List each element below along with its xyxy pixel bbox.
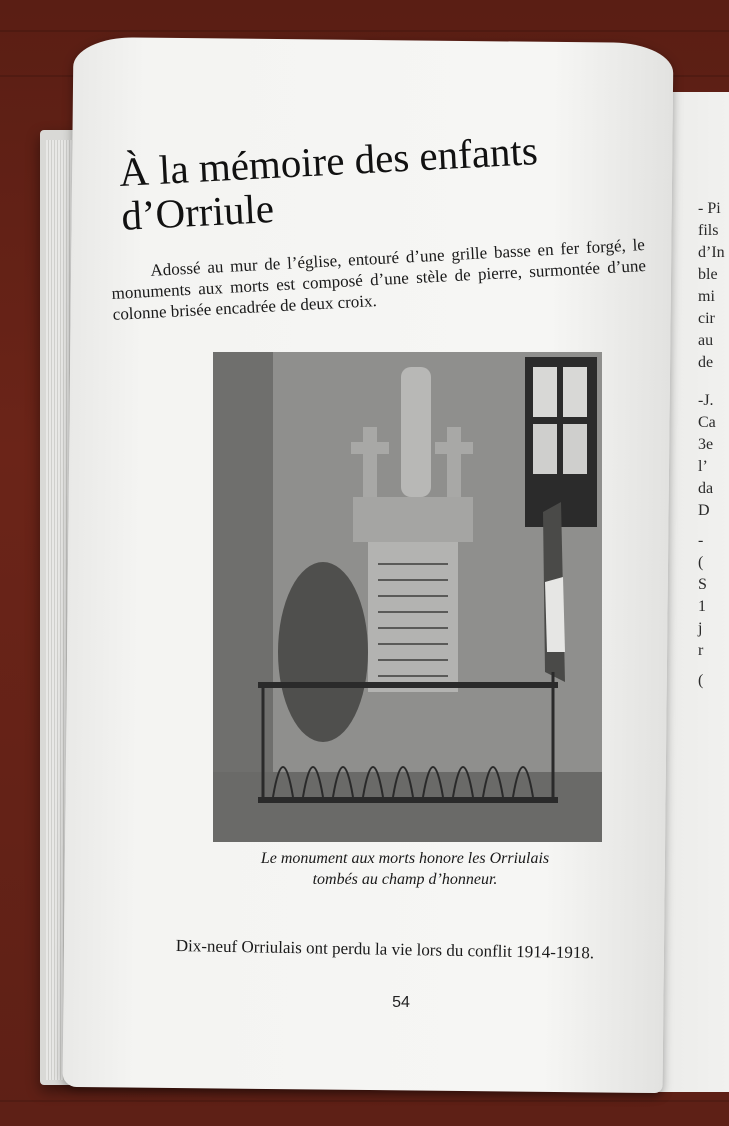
facing-page-fragment: de [698,354,714,371]
caption-line-1: Le monument aux morts honore les Orriulais [260,850,550,867]
intro-paragraph: Adossé au mur de l’église, entouré d’une grille basse en fer forgé, le monuments aux morts est composé d’une stèle de pierre, surmontée d’une colonne brisée encadrée de deux croix. [111,234,647,324]
facing-page-fragment: da [698,480,714,497]
facing-page-fragment: Ca [698,414,716,431]
facing-page-fragment: mi [698,288,715,305]
facing-page-fragment: fils [698,222,719,239]
facing-page-fragment: ble [698,266,718,283]
conclusion-sentence: Dix-neuf Orriulais ont perdu la vie lors du conflit 1914-1918. [175,936,595,963]
facing-page-fragment: D [698,502,710,519]
heading-line-1: À la mémoire des enfants [117,127,539,195]
facing-page-fragment: r [698,642,704,659]
page-number: 54 [392,994,410,1011]
caption-line-2: tombés au champ d’honneur. [312,871,498,888]
facing-page-fragment: l’ [698,458,708,475]
wood-grain [0,1100,729,1102]
facing-page-fragment: S [698,576,707,593]
facing-page-fragment: au [698,332,714,349]
facing-page-fragment: 3e [698,436,714,453]
wood-grain [0,30,729,32]
facing-page-fragment: - Pi [698,200,721,217]
photo-caption [200,848,610,890]
facing-page-fragment: - [698,532,704,549]
facing-page-fragment: j [698,620,703,637]
monument-photo [213,352,602,842]
monument-illustration [213,352,602,842]
heading-line-2: d’Orriule [120,184,276,239]
facing-page-fragment: 1 [698,598,706,615]
facing-page-fragment: cir [698,310,715,327]
facing-page-fragment: d’In [698,244,725,261]
facing-page-fragment: -J. [698,392,714,409]
facing-page-fragment: ( [698,672,704,689]
facing-page-fragment: ( [698,554,704,571]
